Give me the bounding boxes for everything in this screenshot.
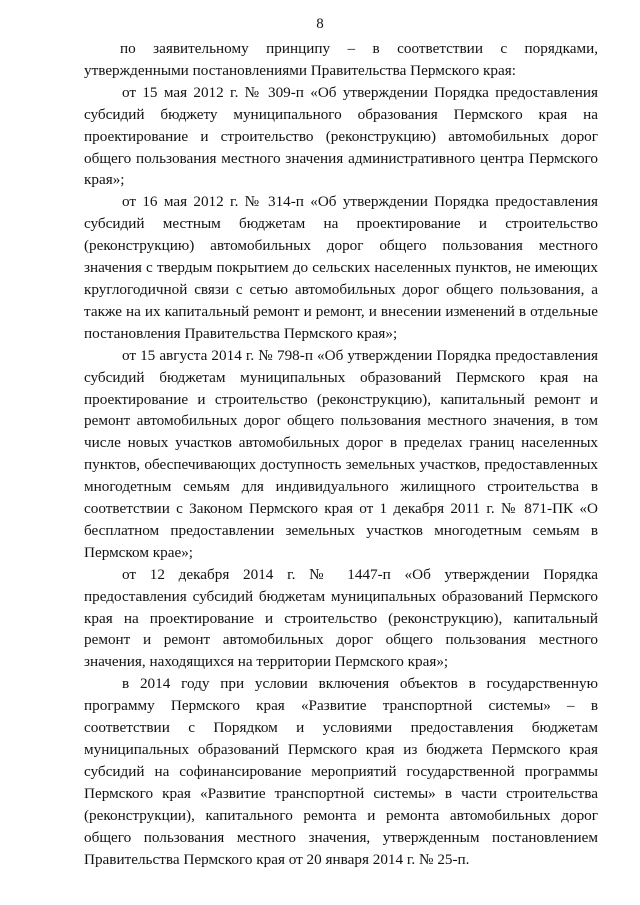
paragraph-resolution-314: от 16 мая 2012 г. № 314-п «Об утверждении Порядка предоставления субсидий местным бюджетам на проектирование и строительство (реконструкцию) автомобильных дорог общего пользования местного значения с твердым покрытием до сельских населенных пунктов, не имеющих круглогодичной связи с сетью автомобильных дорог общего пользования, а также на их капитальный ремонт и ремонт, и внесении изменений в отдельные постановления Правительства Пермского края»;	[84, 193, 598, 342]
paragraph-resolution-1447: от 12 декабря 2014 г. № 1447-п «Об утверждении Порядка предоставления субсидий бюджетам муниципальных образований Пермского края на проектирование и строительство (реконструкцию), капитальный ремонт и ремонт автомобильных дорог общего пользования местного значения, находящихся на территории Пермского края»;	[84, 565, 598, 671]
paragraph-2014-program: в 2014 году при условии включения объектов в государственную программу Пермского края «Развитие транспортной системы» – в соответствии с Порядком и условиями предоставления бюджетам муниципальных образований Пермского края из бюджета Пермского края субсидий на софинансирование мероприятий государственной программы Пермского края «Развитие транспортной системы» в части строительства (реконструкции), капитального ремонта и ремонта автомобильных дорог общего пользования местного значения, утвержденным постановлением Правительства Пермского края от 20 января 2014 г. № 25-п.	[84, 675, 598, 868]
document-body	[84, 38, 598, 870]
paragraph-application-principle: по заявительному принципу – в соответствии с порядками, утвержденными постановлениями Правительства Пермского края:	[84, 40, 598, 79]
paragraph-resolution-309: от 15 мая 2012 г. № 309-п «Об утверждении Порядка предоставления субсидий бюджету муниципального образования Пермского края на проектирование и строительство (реконструкцию) автомобильных дорог общего пользования местного значения административного центра Пермского края»;	[84, 83, 598, 189]
paragraph-resolution-798: от 15 августа 2014 г. № 798-п «Об утверждении Порядка предоставления субсидий бюджетам муниципальных образований Пермского края на проектирование и строительство (реконструкцию), капитальный ремонт и ремонт автомобильных дорог общего пользования местного значения, в том числе новых участков автомобильных дорог в пределах границ населенных пунктов, обеспечивающих доступность земельных участков, предоставленных многодетным семьям для индивидуального жилищного строительства в соответствии с Законом Пермского края от 1 декабря 2011 г. № 871-ПК «О бесплатном предоставлении земельных участков многодетным семьям в Пермском крае»;	[84, 346, 598, 561]
page-number: 8	[316, 16, 324, 32]
